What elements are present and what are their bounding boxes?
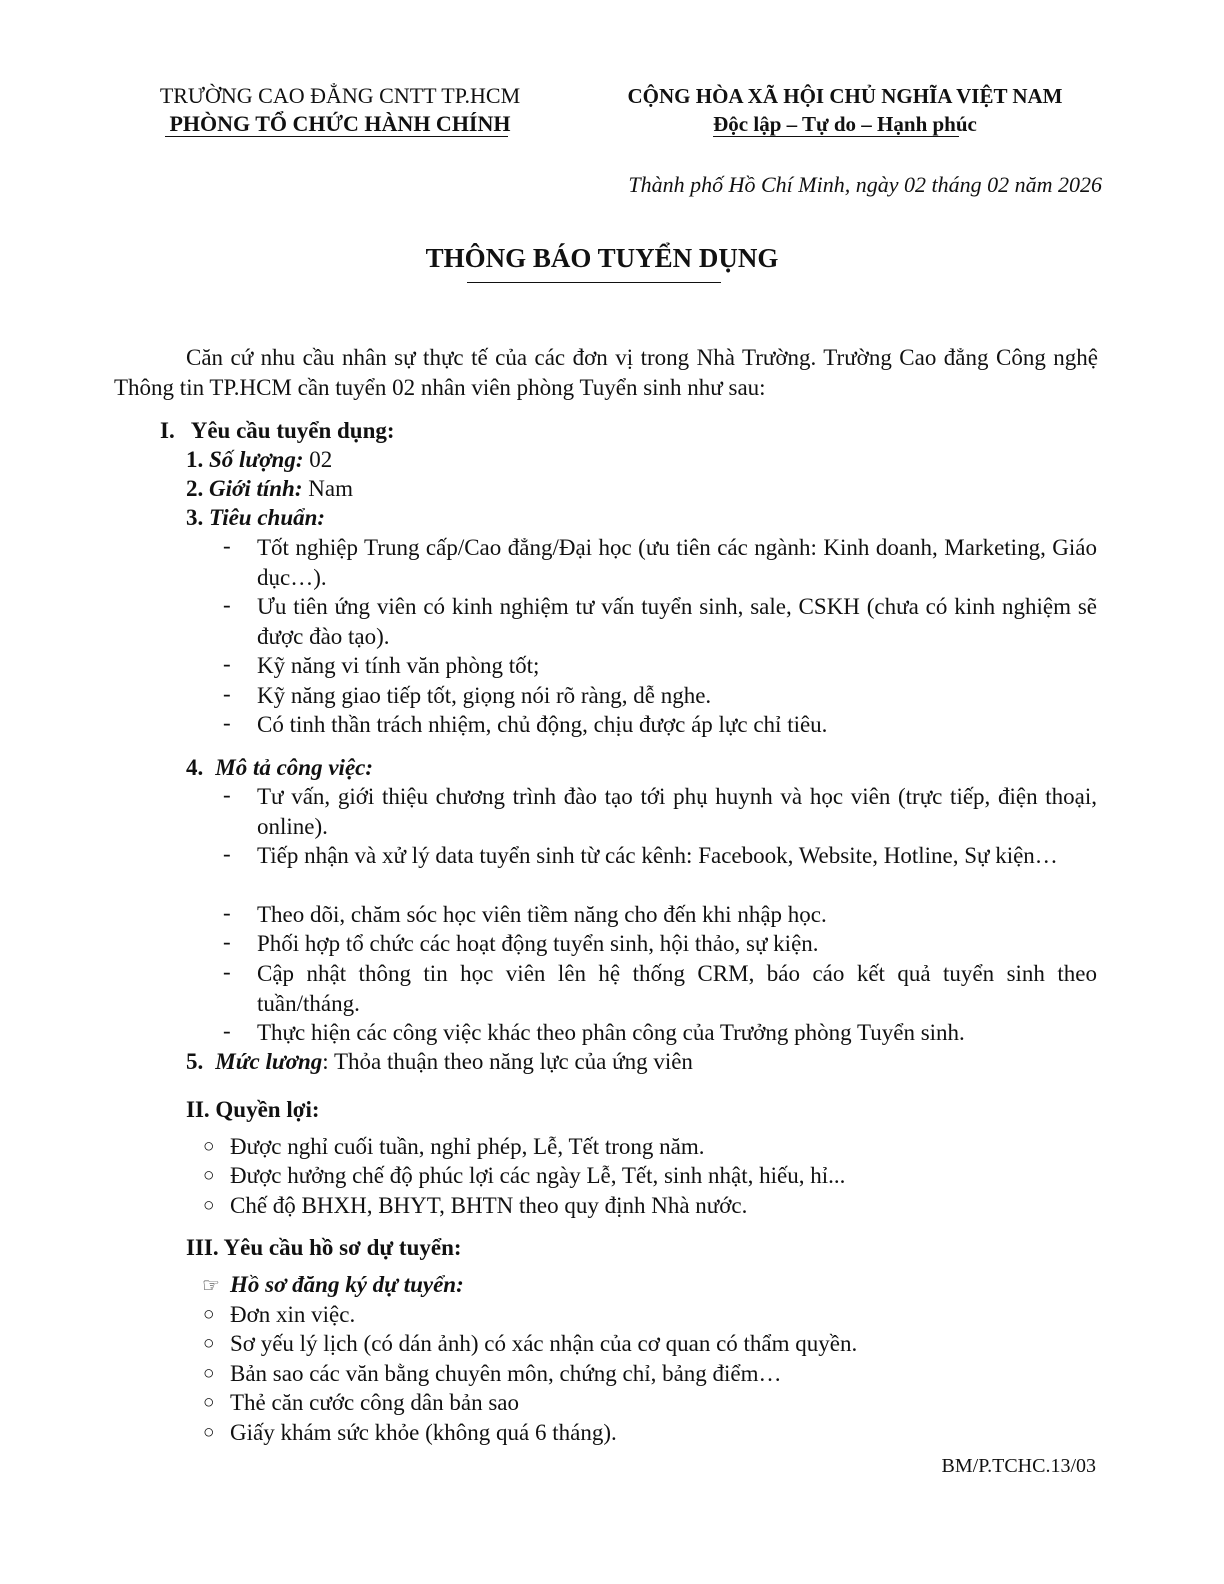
dash-bullet: -	[223, 592, 231, 617]
standard-item: Có tinh thần trách nhiệm, chủ động, chịu được áp lực chỉ tiêu.	[257, 712, 828, 737]
gender-row	[186, 474, 353, 504]
benefit-item: Chế độ BHXH, BHYT, BHTN theo quy định Nhà nước.	[230, 1193, 748, 1218]
salary-value: : Thỏa thuận theo năng lực của ứng viên	[322, 1049, 693, 1074]
job-item: Tiếp nhận và xử lý data tuyển sinh từ các kênh: Facebook, Website, Hotline, Sự kiện…	[257, 843, 1058, 868]
org-name: TRƯỜNG CAO ĐẲNG CNTT TP.HCM	[159, 83, 521, 108]
standards-label: Tiêu chuẩn:	[209, 505, 326, 530]
intro-text: Căn cứ nhu cầu nhân sự thực tế của các đơn vị trong Nhà Trường. Trường Cao đẳng Công nghệ Thông tin TP.HCM cần tuyển 02 nhân viên phòng Tuyển sinh như sau:	[114, 345, 1098, 400]
quantity-row	[186, 445, 332, 475]
circle-bullet: ○	[203, 1195, 215, 1216]
dash-bullet: -	[223, 841, 231, 866]
job-item: Thực hiện các công việc khác theo phân công của Trưởng phòng Tuyển sinh.	[257, 1020, 965, 1045]
hand-pointer-icon: ☞	[202, 1275, 220, 1297]
quantity-number: 1.	[186, 447, 204, 472]
job-item: Theo dõi, chăm sóc học viên tiềm năng cho đến khi nhập học.	[257, 902, 827, 927]
issuer-block	[130, 82, 550, 138]
circle-bullet: ○	[203, 1363, 215, 1384]
section-2-heading: II. Quyền lợi:	[186, 1097, 320, 1122]
motto-underline	[713, 136, 959, 137]
circle-bullet: ○	[203, 1136, 215, 1157]
salary-label: Mức lương	[215, 1049, 323, 1074]
circle-bullet: ○	[203, 1333, 215, 1354]
document-item: Sơ yếu lý lịch (có dán ảnh) có xác nhận của cơ quan có thẩm quyền.	[230, 1331, 858, 1356]
dash-bullet: -	[223, 1018, 231, 1043]
place-date: Thành phố Hồ Chí Minh, ngày 02 tháng 02 năm 2026	[628, 172, 1102, 197]
issuer-underline	[165, 136, 508, 137]
documents-subheading: Hồ sơ đăng ký dự tuyển:	[230, 1272, 464, 1297]
quantity-label: Số lượng:	[209, 447, 304, 472]
section-1-number: I.	[160, 418, 175, 443]
standard-item: Kỹ năng giao tiếp tốt, giọng nói rõ ràng, dễ nghe.	[257, 683, 712, 708]
document-item: Thẻ căn cước công dân bản sao	[230, 1390, 520, 1415]
job-description-number: 4.	[186, 755, 204, 780]
job-item: Cập nhật thông tin học viên lên hệ thống CRM, báo cáo kết quả tuyển sinh theo tuần/tháng.	[257, 961, 1097, 1016]
standards-heading	[186, 503, 325, 533]
benefit-item: Được hưởng chế độ phúc lợi các ngày Lễ, Tết, sinh nhật, hiếu, hỉ...	[230, 1163, 846, 1188]
dash-bullet: -	[223, 710, 231, 735]
circle-bullet: ○	[203, 1392, 215, 1413]
job-item: Tư vấn, giới thiệu chương trình đào tạo tới phụ huynh và học viên (trực tiếp, điện thoại, online).	[257, 784, 1097, 839]
quantity-value: 02	[303, 447, 333, 472]
national-header	[600, 82, 1090, 138]
country-name: CỘNG HÒA XÃ HỘI CHỦ NGHĨA VIỆT NAM	[627, 84, 1063, 108]
national-motto: Độc lập – Tự do – Hạnh phúc	[713, 112, 977, 136]
document-item: Đơn xin việc.	[230, 1302, 356, 1327]
document-item: Giấy khám sức khỏe (không quá 6 tháng).	[230, 1420, 617, 1445]
department-name: PHÒNG TỔ CHỨC HÀNH CHÍNH	[169, 111, 511, 136]
section-3-heading: III. Yêu cầu hồ sơ dự tuyển:	[186, 1235, 462, 1260]
circle-bullet: ○	[203, 1304, 215, 1325]
dash-bullet: -	[223, 959, 231, 984]
circle-bullet: ○	[203, 1165, 215, 1186]
gender-label: Giới tính:	[209, 476, 303, 501]
standard-item: Kỹ năng vi tính văn phòng tốt;	[257, 653, 540, 678]
dash-bullet: -	[223, 929, 231, 954]
job-description-heading	[186, 753, 373, 783]
job-item: Phối hợp tổ chức các hoạt động tuyển sinh, hội thảo, sự kiện.	[257, 931, 819, 956]
circle-bullet: ○	[203, 1422, 215, 1443]
document-item: Bản sao các văn bằng chuyên môn, chứng chỉ, bảng điểm…	[230, 1361, 782, 1386]
dash-bullet: -	[223, 681, 231, 706]
dash-bullet: -	[223, 900, 231, 925]
benefit-item: Được nghỉ cuối tuần, nghỉ phép, Lễ, Tết trong năm.	[230, 1134, 705, 1159]
job-description-label: Mô tả công việc:	[215, 755, 374, 780]
standard-item: Ưu tiên ứng viên có kinh nghiệm tư vấn tuyển sinh, sale, CSKH (chưa có kinh nghiệm sẽ được đào tạo).	[257, 594, 1097, 649]
salary-row	[186, 1047, 693, 1077]
intro-paragraph	[114, 343, 1098, 403]
standards-number: 3.	[186, 505, 204, 530]
dash-bullet: -	[223, 782, 231, 807]
subheading-row	[202, 1270, 464, 1301]
dash-bullet: -	[223, 651, 231, 676]
document-title: THÔNG BÁO TUYỂN DỤNG	[425, 243, 779, 273]
form-code: BM/P.TCHC.13/03	[941, 1455, 1096, 1477]
dash-bullet: -	[223, 533, 231, 558]
section-1-heading	[160, 416, 395, 446]
salary-number: 5.	[186, 1049, 204, 1074]
gender-value: Nam	[302, 476, 353, 501]
standard-item: Tốt nghiệp Trung cấp/Cao đẳng/Đại học (ưu tiên các ngành: Kinh doanh, Marketing, Giáo dục…).	[257, 535, 1097, 590]
section-1-title: Yêu cầu tuyển dụng:	[190, 418, 395, 443]
title-underline	[467, 282, 721, 283]
gender-number: 2.	[186, 476, 204, 501]
